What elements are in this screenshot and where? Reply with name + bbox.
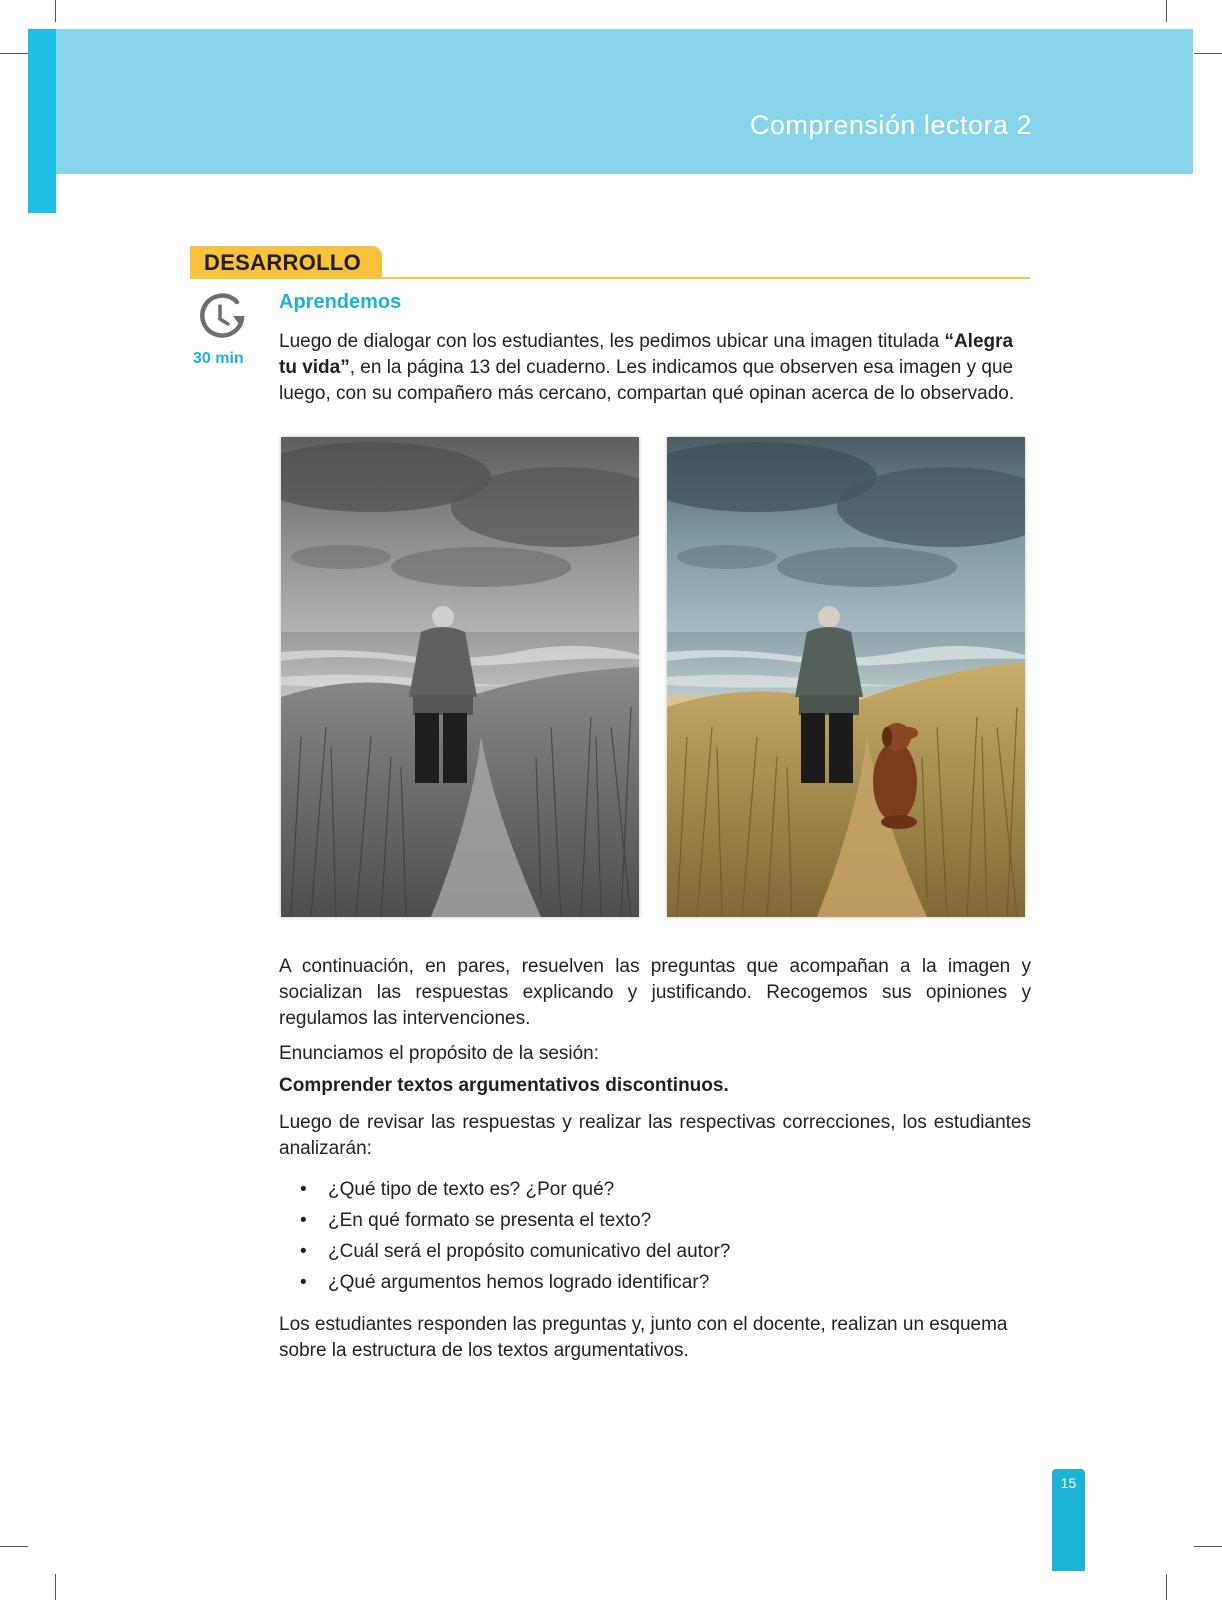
header-title: Comprensión lectora 2 [749,110,1032,140]
photo-grayscale [281,437,639,917]
crop-mark [55,0,56,22]
photo-color [667,437,1025,917]
crop-mark [0,53,28,54]
list-item [300,1177,730,1208]
header-band [55,29,1193,174]
crop-mark [55,1574,56,1600]
bullet-icon: • [300,1272,307,1293]
intro-text-after: , en la página 13 del cuaderno. Les indicamos que observen esa imagen y que luego, con su compañero más cercano, compartan qué opinan acerca de lo observado. [279,357,1015,404]
question-text: ¿En qué formato se presenta el texto? [328,1210,652,1231]
crop-mark [1166,1574,1167,1600]
question-text: ¿Qué argumentos hemos logrado identificar? [328,1272,710,1293]
bullet-icon: • [300,1210,307,1231]
duration-label: 30 min [193,350,244,367]
bullet-icon: • [300,1179,307,1200]
header-tab [28,29,56,213]
list-item [300,1270,730,1301]
list-item [300,1208,730,1239]
session-purpose-text: Comprender textos argumentativos discontinuos. [279,1075,729,1096]
crop-mark [1166,0,1167,22]
question-text: ¿Qué tipo de texto es? ¿Por qué? [328,1179,615,1200]
crop-mark [1194,1546,1222,1547]
page-number: 15 [1060,1475,1077,1491]
clock-icon [197,292,247,342]
paragraph-closing: Los estudiantes responden las preguntas y, junto con el docente, realizan un esquema sobre la estructura de los textos argumentativos. [279,1314,1008,1361]
crop-mark [1194,53,1222,54]
section-heading: DESARROLLO [190,246,382,279]
list-item [300,1239,730,1270]
crop-mark [0,1546,28,1547]
subheading: Aprendemos [279,291,402,313]
question-list [300,1177,730,1301]
bullet-icon: • [300,1241,307,1262]
paragraph-purpose-intro: Enunciamos el propósito de la sesión: [279,1043,600,1064]
intro-text-before: Luego de dialogar con los estudiantes, les pedimos ubicar una imagen titulada [279,331,945,352]
session-purpose [279,1073,1031,1099]
paragraph-continuation: A continuación, en pares, resuelven las preguntas que acompañan a la imagen y socializan las respuestas explicando y justificando. Recogemos sus opiniones y regulamos las intervenciones. [279,956,1031,1029]
intro-paragraph [279,329,1031,407]
question-text: ¿Cuál será el propósito comunicativo del autor? [328,1241,731,1262]
image-title: “Alegra tu vida” [279,331,1014,378]
paragraph-analysis-intro: Luego de revisar las respuestas y realizar las respectivas correcciones, los estudiantes analizarán: [279,1112,1031,1159]
